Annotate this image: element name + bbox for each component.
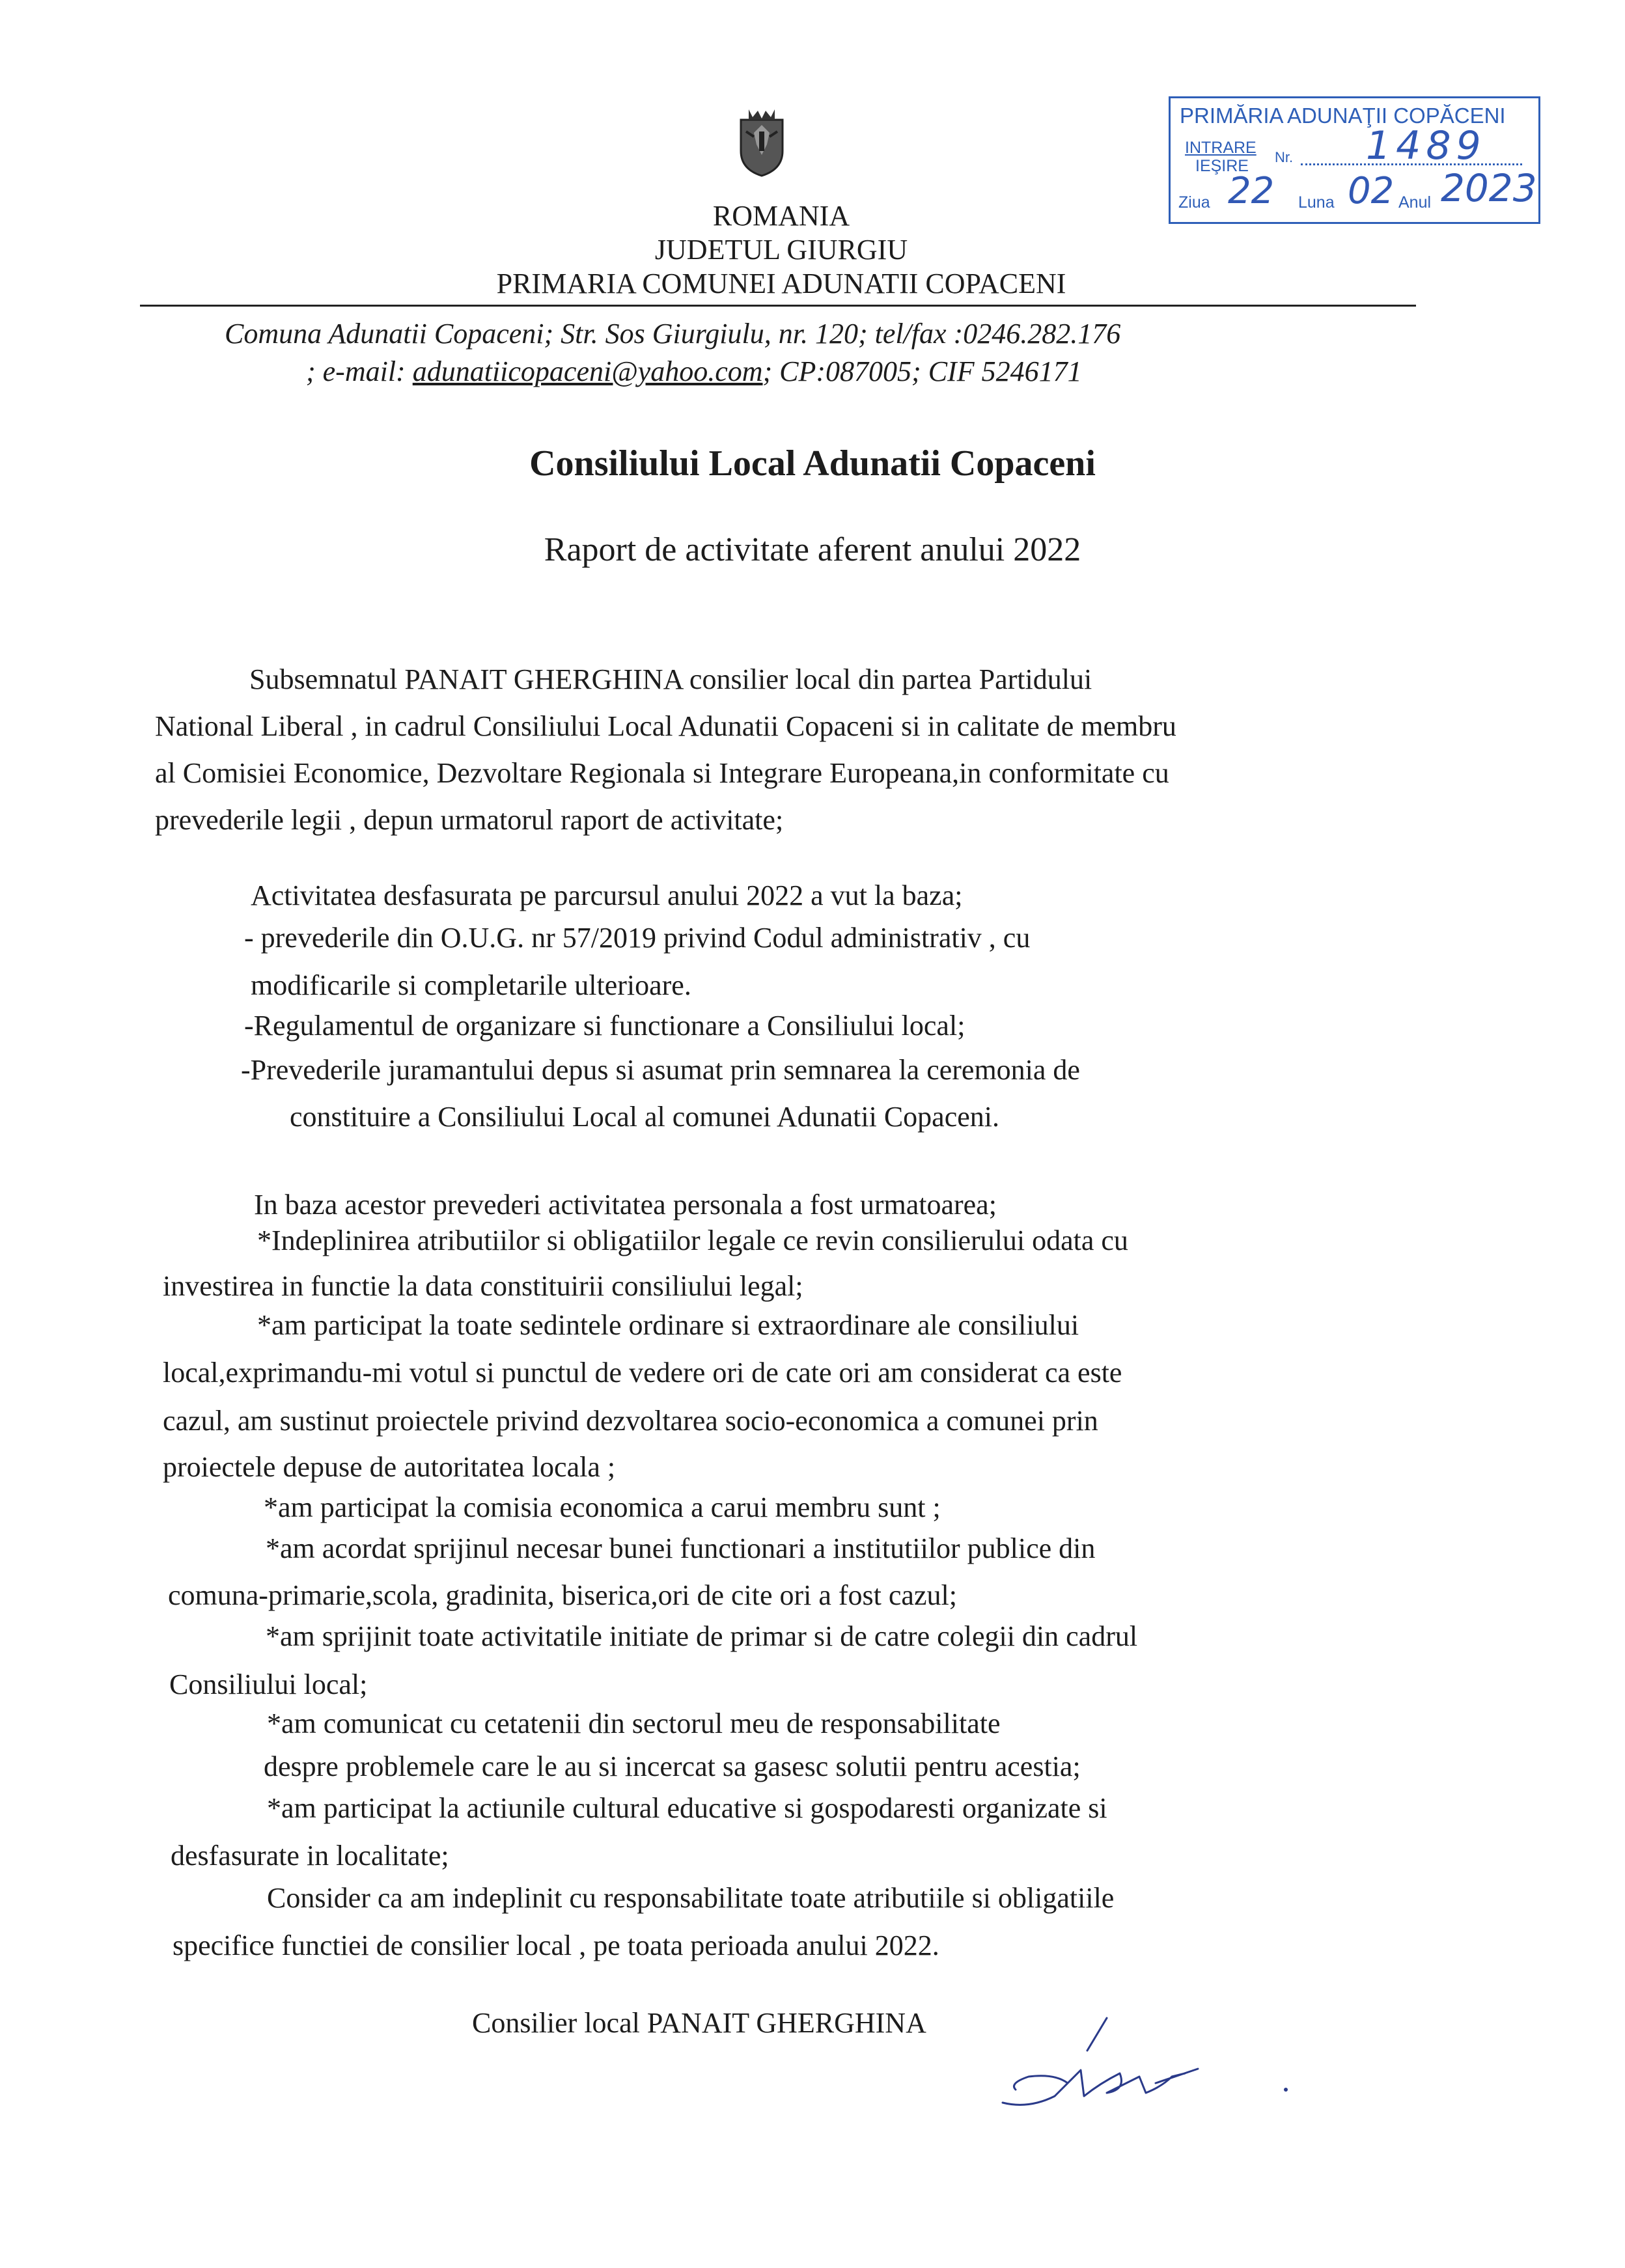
contact-email-link[interactable]: adunatiicopaceni@yahoo.com <box>412 355 763 387</box>
activity-line: *am participat la comisia economica a carui membru sunt ; <box>264 1491 941 1523</box>
signature-label: Consilier local PANAIT GHERGHINA <box>472 2007 926 2039</box>
activity-line: *Indeplinirea atributiilor si obligatiilor legale ce revin consilierului odata cu <box>257 1224 1128 1256</box>
activity-line: *am participat la toate sedintele ordinare si extraordinare ale consiliului <box>257 1309 1079 1341</box>
contact-email-prefix: ; e-mail: <box>306 355 413 387</box>
header-county: JUDETUL GIURGIU <box>654 234 908 266</box>
stamp-anul-label: Anul <box>1398 193 1432 212</box>
document-subtitle: Raport de activitate aferent anului 2022 <box>544 531 1081 568</box>
stamp-nr-value: 1489 <box>1366 123 1486 169</box>
intro-line: al Comisiei Economice, Dezvoltare Regionala si Integrare Europeana,in conformitate cu <box>155 757 1169 789</box>
activity-line: cazul, am sustinut proiectele privind dezvoltarea socio-economica a comunei prin <box>163 1405 1098 1437</box>
intro-line: prevederile legii , depun urmatorul raport de activitate; <box>155 804 784 836</box>
header-country: ROMANIA <box>712 200 850 232</box>
registration-stamp <box>1169 96 1540 224</box>
activity-line: despre problemele care le au si incercat sa gasesc solutii pentru acestia; <box>264 1750 1081 1782</box>
activity-line: desfasurate in localitate; <box>171 1840 449 1872</box>
stamp-nr-label: Nr. <box>1275 149 1294 165</box>
activity-line: *am participat la actiunile cultural educative si gospodaresti organizate si <box>267 1792 1107 1824</box>
basis-line: -Regulamentul de organizare si functionare a Consiliului local; <box>244 1010 965 1042</box>
basis-line: - prevederile din O.U.G. nr 57/2019 privind Codul administrativ , cu <box>244 922 1031 954</box>
document-title: Consiliului Local Adunatii Copaceni <box>529 443 1096 484</box>
stamp-ziua-value: 22 <box>1228 170 1275 212</box>
stamp-ziua-label: Ziua <box>1178 193 1210 212</box>
activity-line: In baza acestor prevederi activitatea personala a fost urmatoarea; <box>254 1189 997 1221</box>
contact-email-suffix: ; CP:087005; CIF 5246171 <box>762 355 1082 387</box>
stamp-intrare: INTRARE <box>1185 139 1257 157</box>
activity-line: *am comunicat cu cetatenii din sectorul meu de responsabilitate <box>267 1708 1001 1739</box>
basis-line: Activitatea desfasurata pe parcursul anului 2022 a vut la baza; <box>251 879 963 911</box>
basis-line: modificarile si completarile ulterioare. <box>251 969 691 1001</box>
stamp-title: PRIMĂRIA ADUNAŢII COPĂCENI <box>1180 104 1506 128</box>
header-institution: PRIMARIA COMUNEI ADUNATII COPACENI <box>496 268 1066 299</box>
activity-line: Consiliului local; <box>169 1668 368 1700</box>
activity-line: Consider ca am indeplinit cu responsabilitate toate atributiile si obligatiile <box>267 1882 1115 1914</box>
activity-line: *am acordat sprijinul necesar bunei functionari a institutiilor publice din <box>266 1532 1096 1564</box>
stamp-anul-value: 2023 <box>1441 166 1537 210</box>
basis-line: constituire a Consiliului Local al comunei Adunatii Copaceni. <box>290 1101 999 1133</box>
activity-line: *am sprijinit toate activitatile initiate de primar si de catre colegii din cadrul <box>266 1620 1138 1652</box>
handwritten-signature <box>990 2012 1296 2135</box>
stamp-iesire: IEŞIRE <box>1195 157 1249 175</box>
activity-line: local,exprimandu-mi votul si punctul de vedere ori de cate ori am considerat ca este <box>163 1357 1122 1389</box>
header-contact-line-2 <box>306 353 1082 390</box>
intro-line: National Liberal , in cadrul Consiliului Local Adunatii Copaceni si in calitate de membru <box>155 710 1176 742</box>
activity-line: proiectele depuse de autoritatea locala ; <box>163 1451 616 1483</box>
coat-of-arms-icon <box>736 105 788 177</box>
intro-line: Subsemnatul PANAIT GHERGHINA consilier local din partea Partidului <box>249 663 1092 695</box>
stamp-luna-value: 02 <box>1348 170 1395 212</box>
activity-line: specifice functiei de consilier local , pe toata perioada anului 2022. <box>173 1929 939 1961</box>
activity-line: comuna-primarie,scola, gradinita, biserica,ori de cite ori a fost cazul; <box>168 1579 957 1611</box>
header-contact-line: Comuna Adunatii Copaceni; Str. Sos Giurgiulu, nr. 120; tel/fax :0246.282.176 <box>225 318 1121 350</box>
activity-line: investirea in functie la data constituirii consiliului legal; <box>163 1270 803 1302</box>
stamp-luna-label: Luna <box>1298 193 1335 212</box>
basis-line: -Prevederile juramantului depus si asumat prin semnarea la ceremonia de <box>241 1054 1080 1086</box>
header-divider <box>140 305 1416 307</box>
